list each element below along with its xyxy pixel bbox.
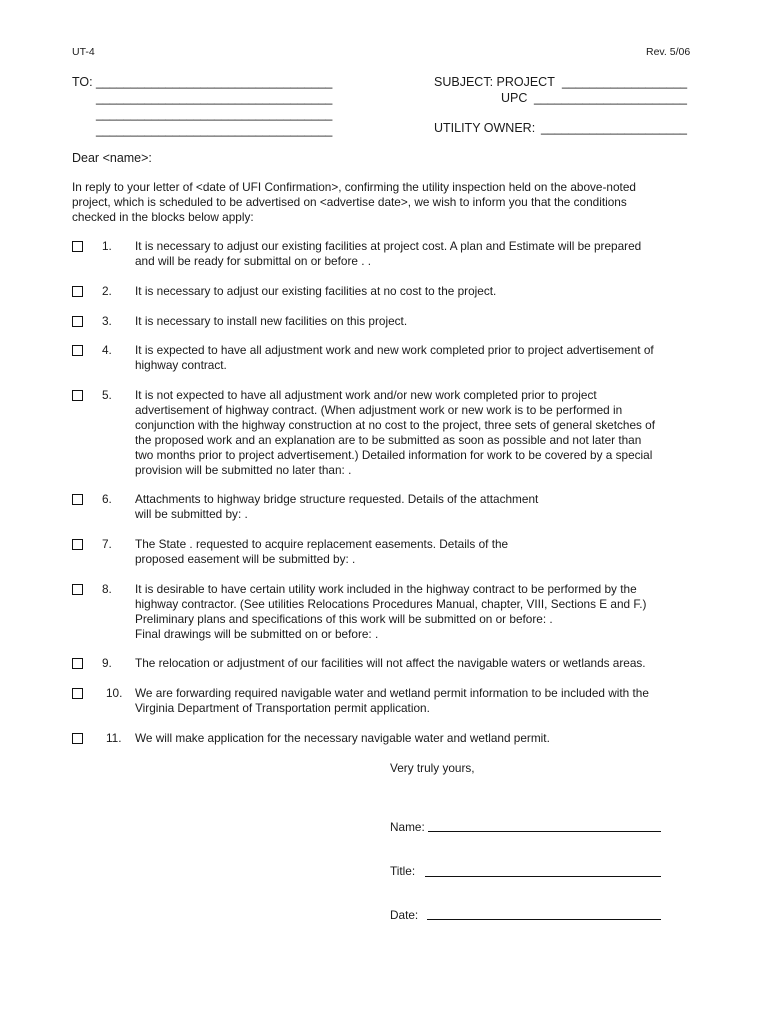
- item-line: It is necessary to adjust our existing facilities at project cost. A plan and Estimate will be prepared: [135, 239, 642, 253]
- item-line: Attachments to highway bridge structure requested. Details of the attachment: [135, 492, 539, 506]
- name-field[interactable]: [428, 831, 661, 832]
- utility-owner-label: UTILITY OWNER:: [434, 121, 536, 135]
- item-number: 8.: [102, 582, 112, 596]
- item-text: [135, 656, 695, 671]
- item-line: The relocation or adjustment of our facilities will not affect the navigable waters or wetlands areas.: [135, 656, 646, 670]
- title-label: Title:: [390, 864, 416, 878]
- item-line: proposed easement will be submitted by: .: [135, 552, 356, 566]
- subject-field[interactable]: __________________: [562, 75, 688, 89]
- item-number: 10.: [106, 686, 123, 700]
- item-line: provision will be submitted no later than: .: [135, 463, 352, 477]
- condition-checkbox-1[interactable]: [72, 241, 83, 252]
- item-text: [135, 343, 695, 373]
- item-number: 5.: [102, 388, 112, 402]
- item-line: two months prior to project advertisement.) Detailed information for work to be covered by a special: [135, 448, 653, 462]
- item-line: We are forwarding required navigable water and wetland permit information to be included with the: [135, 686, 649, 700]
- to-line-3[interactable]: __________________________________: [96, 107, 333, 121]
- condition-checkbox-4[interactable]: [72, 345, 83, 356]
- item-number: 9.: [102, 656, 112, 670]
- condition-checkbox-11[interactable]: [72, 733, 83, 744]
- item-text: [135, 314, 695, 329]
- to-line-1[interactable]: __________________________________: [96, 75, 333, 89]
- item-number: 2.: [102, 284, 112, 298]
- item-text: [135, 686, 695, 716]
- condition-checkbox-7[interactable]: [72, 539, 83, 550]
- subject-label: SUBJECT: PROJECT: [434, 75, 555, 89]
- revision-label: Rev. 5/06: [646, 46, 691, 58]
- item-number: 7.: [102, 537, 112, 551]
- item-line: advertisement of highway contract. (When adjustment work or new work is to be performed in: [135, 403, 623, 417]
- salutation: Dear <name>:: [72, 151, 152, 165]
- intro-paragraph: [72, 180, 700, 225]
- item-line: highway contract.: [135, 358, 227, 372]
- condition-checkbox-2[interactable]: [72, 286, 83, 297]
- item-text: [135, 284, 695, 299]
- item-line: The State . requested to acquire replacement easements. Details of the: [135, 537, 509, 551]
- item-line: It is not expected to have all adjustment work and/or new work completed prior to project: [135, 388, 597, 402]
- date-field[interactable]: [427, 919, 661, 920]
- item-line: It is desirable to have certain utility work included in the highway contract to be performed by the: [135, 582, 637, 596]
- item-line: It is expected to have all adjustment work and new work completed prior to project advertisement of: [135, 343, 654, 357]
- item-line: conjunction with the highway construction at no cost to the project, three sets of general sketches of: [135, 418, 656, 432]
- item-line: will be submitted by: .: [135, 507, 248, 521]
- form-id: UT-4: [72, 46, 95, 58]
- name-label: Name:: [390, 820, 425, 834]
- upc-field[interactable]: ______________________: [534, 91, 687, 105]
- item-text: [135, 537, 695, 567]
- item-text: [135, 582, 695, 642]
- item-number: 4.: [102, 343, 112, 357]
- condition-checkbox-6[interactable]: [72, 494, 83, 505]
- upc-label: UPC: [501, 91, 528, 105]
- item-line: Preliminary plans and specifications of this work will be submitted on or before: .: [135, 612, 553, 626]
- intro-line: In reply to your letter of <date of UFI Confirmation>, confirming the utility inspection held on the above-noted: [72, 180, 636, 194]
- item-line: It is necessary to adjust our existing facilities at no cost to the project.: [135, 284, 497, 298]
- item-number: 1.: [102, 239, 112, 253]
- item-number: 3.: [102, 314, 112, 328]
- to-line-4[interactable]: __________________________________: [96, 123, 333, 137]
- utility-owner-field[interactable]: _____________________: [541, 121, 687, 135]
- item-line: the proposed work and an explanation are to be submitted as soon as possible and not later than: [135, 433, 642, 447]
- condition-checkbox-10[interactable]: [72, 688, 83, 699]
- item-number: 6.: [102, 492, 112, 506]
- item-line: highway contractor. (See utilities Relocations Procedures Manual, chapter, VIII, Sections E and F.): [135, 597, 647, 611]
- item-line: Virginia Department of Transportation permit application.: [135, 701, 430, 715]
- condition-checkbox-3[interactable]: [72, 316, 83, 327]
- to-line-2[interactable]: __________________________________: [96, 91, 333, 105]
- condition-checkbox-5[interactable]: [72, 390, 83, 401]
- condition-checkbox-8[interactable]: [72, 584, 83, 595]
- item-line: and will be ready for submittal on or before . .: [135, 254, 372, 268]
- item-text: [135, 492, 695, 522]
- closing: Very truly yours,: [390, 761, 475, 775]
- intro-line: checked in the blocks below apply:: [72, 210, 254, 224]
- intro-line: project, which is scheduled to be advertised on <advertise date>, we wish to inform you that the conditions: [72, 195, 627, 209]
- title-field[interactable]: [425, 876, 661, 877]
- item-line: It is necessary to install new facilities on this project.: [135, 314, 408, 328]
- item-text: [135, 388, 695, 478]
- item-line: We will make application for the necessary navigable water and wetland permit.: [135, 731, 550, 745]
- date-label: Date:: [390, 908, 419, 922]
- item-text: [135, 731, 695, 746]
- item-number: 11.: [106, 731, 122, 745]
- item-line: Final drawings will be submitted on or before: .: [135, 627, 379, 641]
- condition-checkbox-9[interactable]: [72, 658, 83, 669]
- item-text: [135, 239, 695, 269]
- to-label: TO:: [72, 75, 93, 89]
